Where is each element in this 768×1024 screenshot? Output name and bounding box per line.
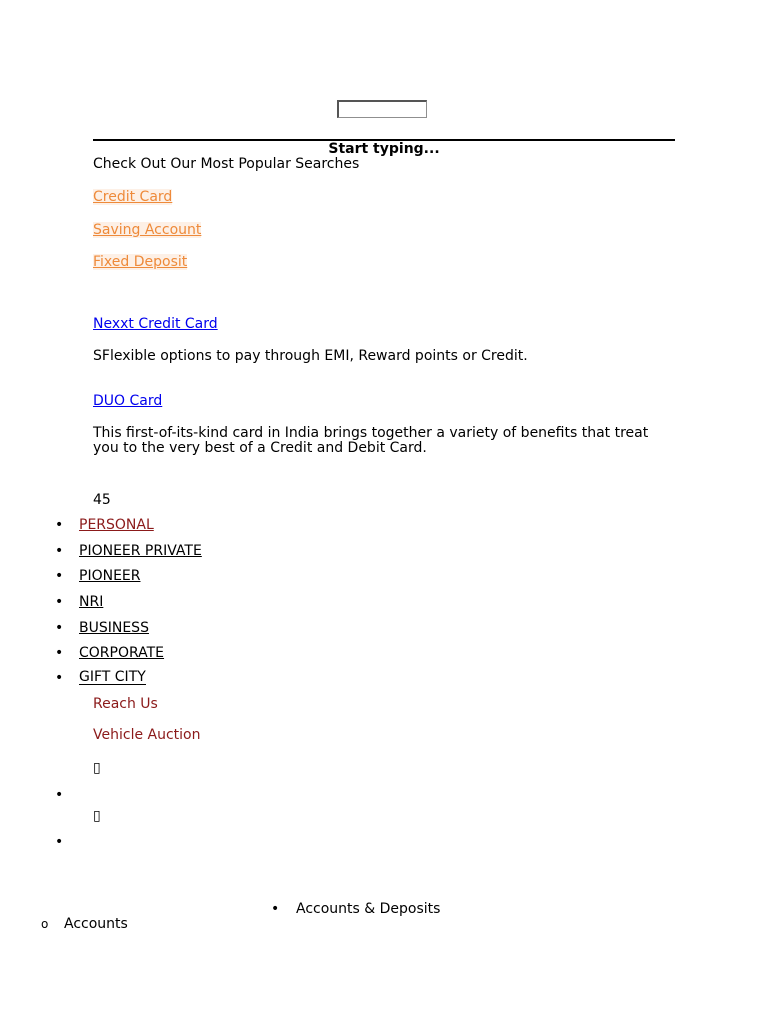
card-link-duo[interactable]: DUO Card: [93, 393, 163, 409]
vehicle-auction-link[interactable]: Vehicle Auction: [93, 727, 201, 743]
popular-searches-title: Check Out Our Most Popular Searches: [93, 156, 360, 172]
nav-item-pioneer-private[interactable]: PIONEER PRIVATE: [79, 543, 202, 559]
nav-item-gift-city[interactable]: GIFT CITY: [79, 669, 146, 685]
nav-item-corporate[interactable]: CORPORATE: [79, 645, 165, 661]
bullet: •: [55, 517, 64, 533]
card-desc-duo: This first-of-its-kind card in India brings together a variety of benefits that treat you to the very best of a Credit and Debit Card.: [93, 425, 649, 456]
reach-us-link[interactable]: Reach Us: [93, 696, 158, 712]
popular-link-saving-account[interactable]: Saving Account: [93, 222, 202, 238]
menu-accounts-deposits[interactable]: Accounts & Deposits: [296, 901, 441, 917]
missing-glyph-icon[interactable]: ▯: [93, 808, 101, 824]
popular-link-credit-card[interactable]: Credit Card: [93, 189, 173, 205]
card-desc-nexxt: SFlexible options to pay through EMI, Reward points or Credit.: [93, 348, 528, 364]
hollow-bullet: o: [41, 917, 49, 931]
search-prompt: Start typing...: [328, 141, 440, 157]
bullet: •: [55, 568, 64, 584]
bullet: •: [55, 594, 64, 610]
menu-accounts[interactable]: Accounts: [64, 916, 128, 932]
bullet: •: [55, 834, 64, 850]
nav-item-nri[interactable]: NRI: [79, 594, 104, 610]
bullet: •: [55, 645, 64, 661]
bullet: •: [55, 787, 64, 803]
nav-item-personal[interactable]: PERSONAL: [79, 517, 154, 533]
count-value: 45: [93, 492, 111, 508]
card-link-nexxt[interactable]: Nexxt Credit Card: [93, 316, 218, 332]
nav-item-pioneer[interactable]: PIONEER: [79, 568, 141, 584]
bullet: •: [55, 670, 64, 686]
bullet: •: [55, 620, 64, 636]
bullet: •: [271, 901, 280, 917]
search-input[interactable]: [337, 100, 427, 118]
nav-item-business[interactable]: BUSINESS: [79, 620, 149, 636]
bullet: •: [55, 543, 64, 559]
popular-link-fixed-deposit[interactable]: Fixed Deposit: [93, 254, 188, 270]
missing-glyph-icon[interactable]: ▯: [93, 760, 101, 776]
